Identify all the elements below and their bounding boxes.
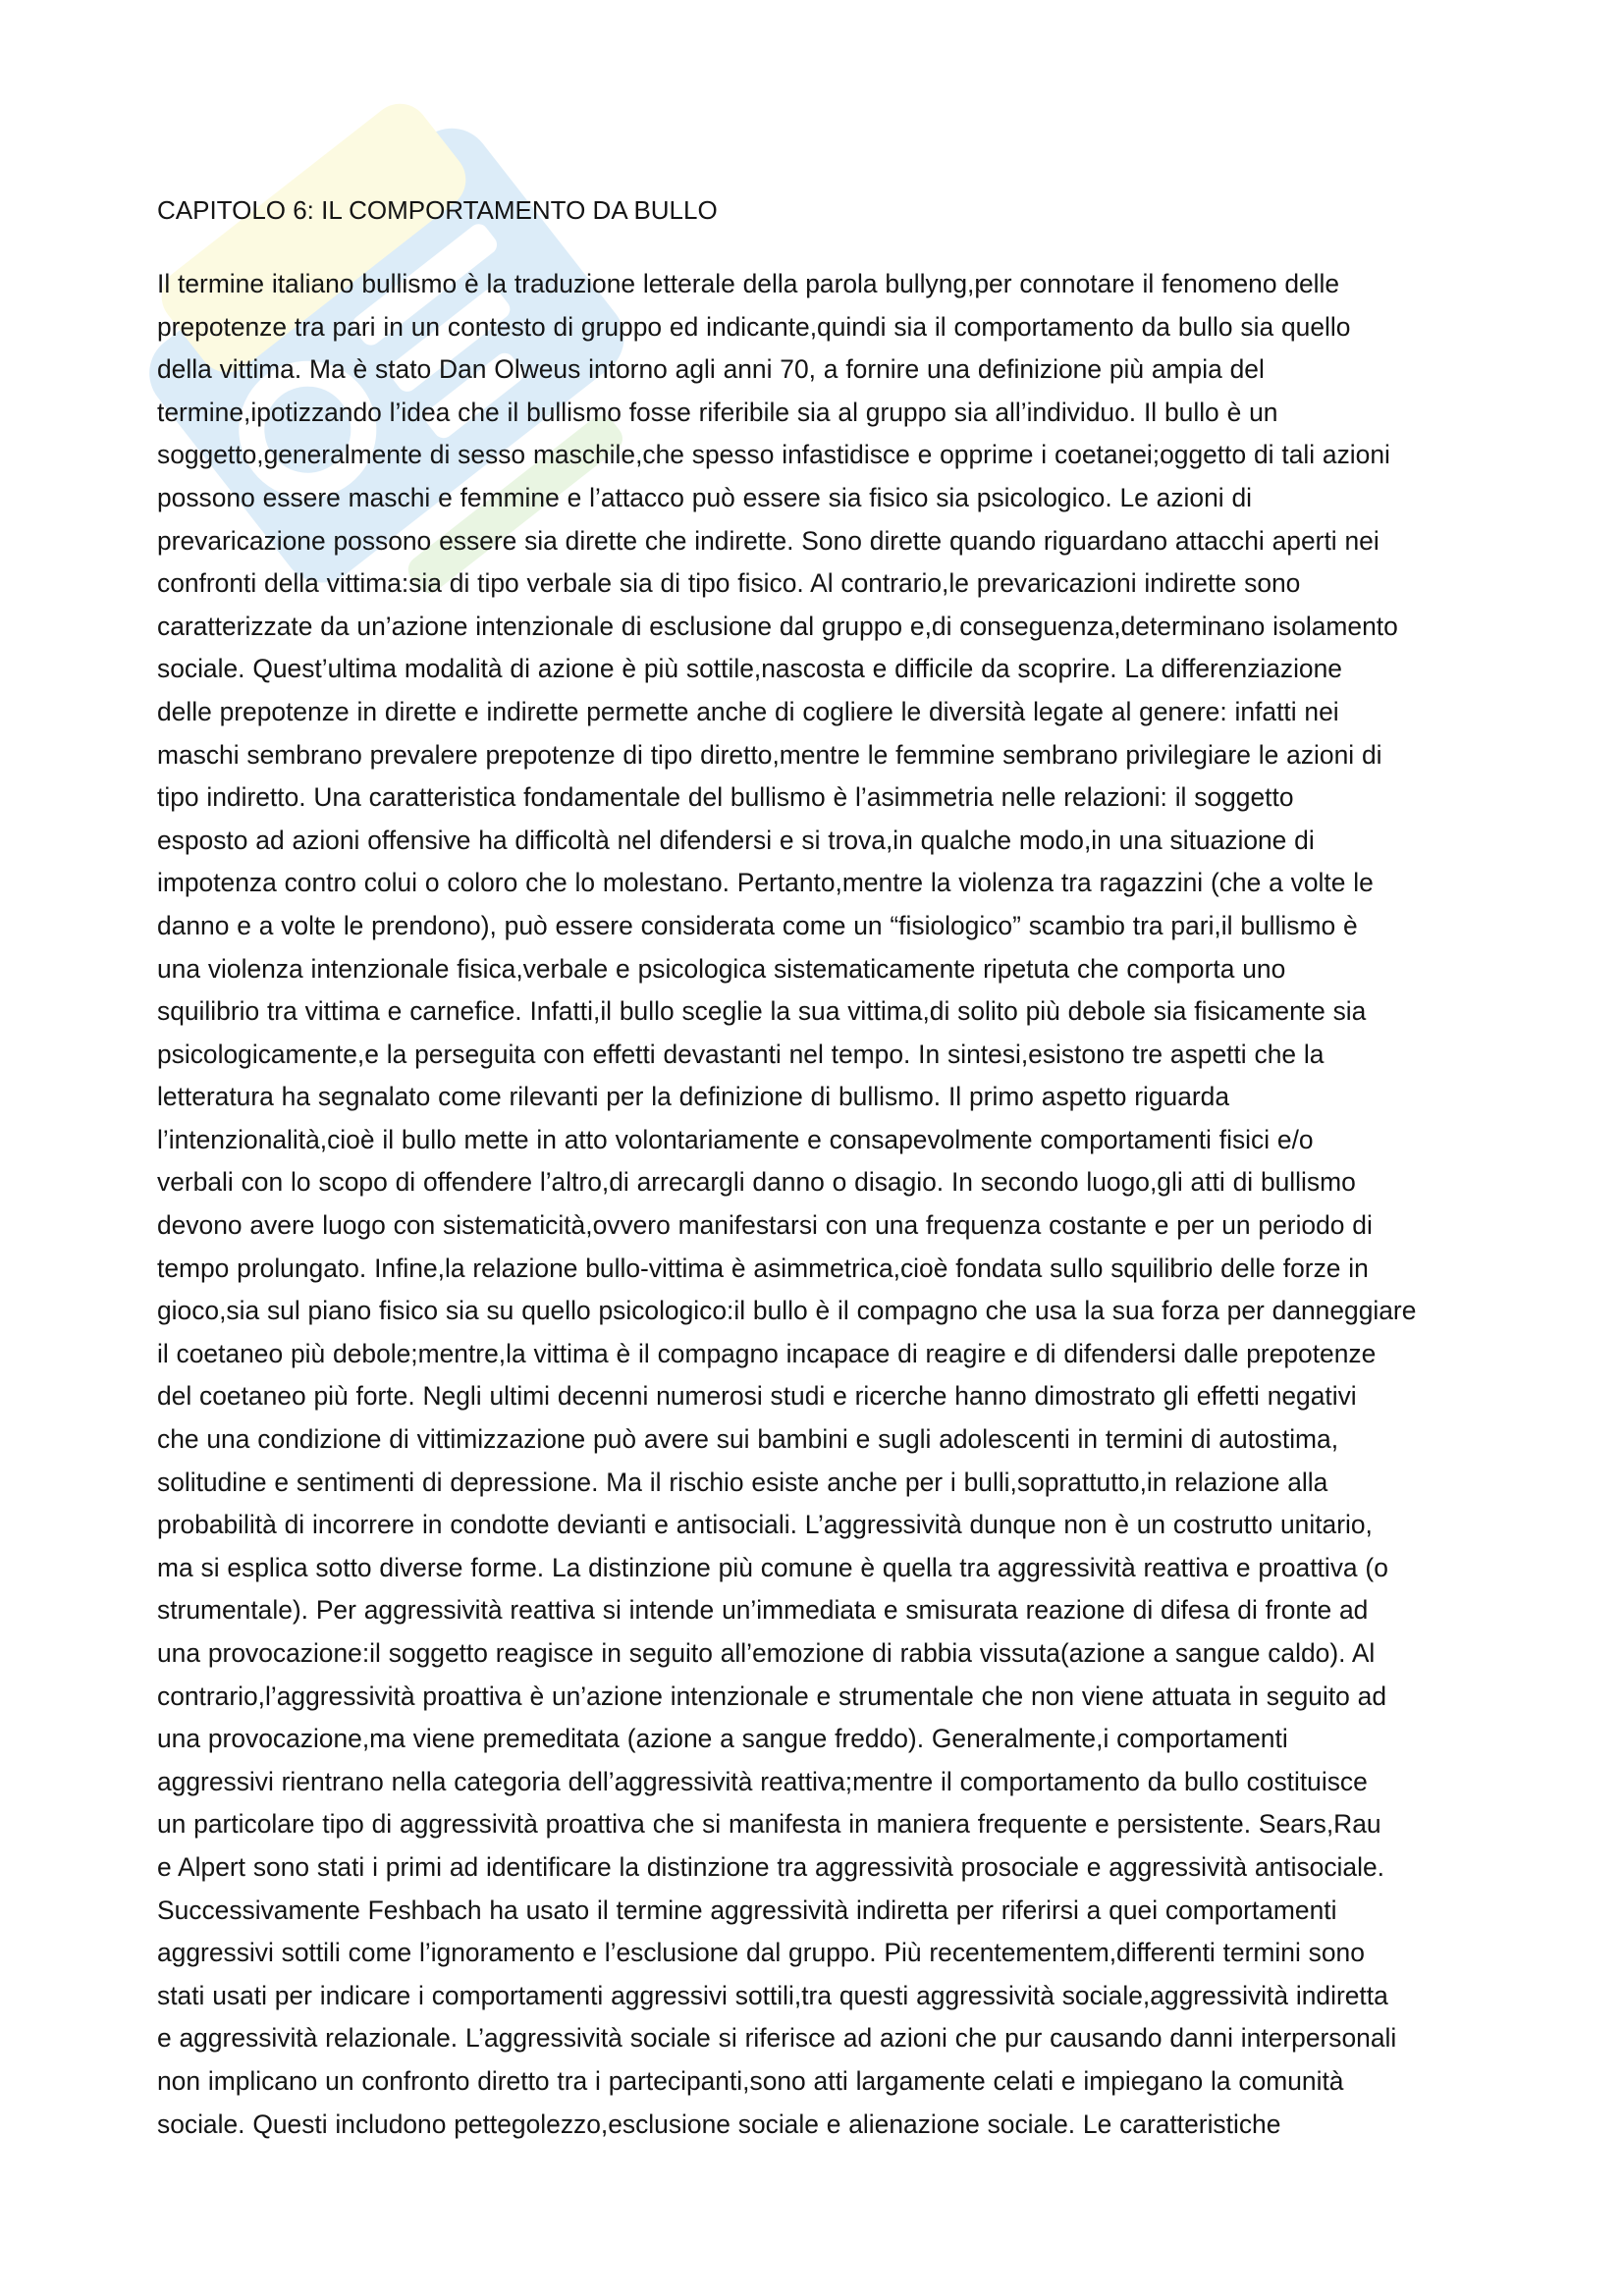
text-line: Successivamente Feshbach ha usato il termine aggressività indiretta per riferirsi a quei comportamenti (157, 1895, 1337, 1925)
text-line: danno e a volte le prendono), può essere considerata come un “fisiologico” scambio tra pari,il bullismo è (157, 910, 1358, 940)
text-line: una violenza intenzionale fisica,verbale e psicologica sistematicamente ripetuta che comporta uno (157, 953, 1286, 984)
text-line: e aggressività relazionale. L’aggressività sociale si riferisce ad azioni che pur causando danni interpersonali (157, 2023, 1397, 2054)
text-line: gioco,sia sul piano fisico sia su quello psicologico:il bullo è il compagno che usa la sua forza per danneggiare (157, 1296, 1417, 1326)
text-line: del coetaneo più forte. Negli ultimi decenni numerosi studi e ricerche hanno dimostrato gli effetti negativi (157, 1381, 1357, 1412)
text-line: e Alpert sono stati i primi ad identificare la distinzione tra aggressività prosociale e aggressività antisociale. (157, 1851, 1384, 1882)
text-line: letteratura ha segnalato come rilevanti per la definizione di bullismo. Il primo aspetto riguarda (157, 1082, 1230, 1112)
text-line: contrario,l’aggressività proattiva è un’azione intenzionale e strumentale che non viene attuata in seguito ad (157, 1681, 1387, 1711)
text-line: soggetto,generalmente di sesso maschile,che spesso infastidisce e opprime i coetanei;oggetto di tali azioni (157, 440, 1390, 470)
text-line: ma si esplica sotto diverse forme. La distinzione più comune è quella tra aggressività reattiva e proattiva (o (157, 1552, 1388, 1582)
text-line: maschi sembrano prevalere prepotenze di tipo diretto,mentre le femmine sembrano privilegiare le azioni di (157, 739, 1382, 770)
text-line: delle prepotenze in dirette e indirette permette anche di cogliere le diversità legate al genere: infatti nei (157, 696, 1339, 726)
text-line: squilibrio tra vittima e carnefice. Infatti,il bullo sceglie la sua vittima,di solito più debole sia fisicamente sia (157, 996, 1367, 1027)
text-line: psicologicamente,e la perseguita con effetti devastanti nel tempo. In sintesi,esistono tre aspetti che la (157, 1039, 1325, 1069)
text-line: della vittima. Ma è stato Dan Olweus intorno agli anni 70, a fornire una definizione più ampia del (157, 354, 1265, 385)
text-line: l’intenzionalità,cioè il bullo mette in atto volontariamente e consapevolmente comportamenti fisici e/o (157, 1124, 1314, 1154)
text-line: stati usati per indicare i comportamenti aggressivi sottili,tra questi aggressività sociale,aggressività indiretta (157, 1980, 1388, 2010)
text-line: verbali con lo scopo di offendere l’altro,di arrecargli danno o disagio. In secondo luogo,gli atti di bullismo (157, 1167, 1356, 1198)
chapter-body (157, 263, 1492, 2146)
text-line: sociale. Quest’ultima modalità di azione è più sottile,nascosta e difficile da scoprire. La differenziazione (157, 654, 1342, 684)
text-line: termine,ipotizzando l’idea che il bullismo fosse riferibile sia al gruppo sia all’individuo. Il bullo è un (157, 397, 1278, 427)
text-line: prevaricazione possono essere sia dirette che indirette. Sono dirette quando riguardano attacchi aperti nei (157, 525, 1380, 556)
text-line: un particolare tipo di aggressività proattiva che si manifesta in maniera frequente e persistente. Sears,Rau (157, 1809, 1381, 1840)
document-page (157, 188, 1492, 2146)
text-line: esposto ad azioni offensive ha difficoltà nel difendersi e si trova,in qualche modo,in una situazione di (157, 825, 1315, 855)
text-line: caratterizzate da un’azione intenzionale di esclusione dal gruppo e,di conseguenza,determinano isolamento (157, 611, 1398, 641)
text-line: solitudine e sentimenti di depressione. Ma il rischio esiste anche per i bulli,soprattutto,in relazione alla (157, 1467, 1328, 1497)
text-line: una provocazione:il soggetto reagisce in seguito all’emozione di rabbia vissuta(azione a sangue caldo). Al (157, 1638, 1376, 1668)
text-line: non implicano un confronto diretto tra i partecipanti,sono atti largamente celati e impiegano la comunità (157, 2065, 1344, 2096)
text-line: una provocazione,ma viene premeditata (azione a sangue freddo). Generalmente,i comportamenti (157, 1724, 1288, 1754)
text-line: Il termine italiano bullismo è la traduzione letterale della parola bullyng,per connotare il fenomeno delle (157, 269, 1340, 298)
text-line: possono essere maschi e femmine e l’attacco può essere sia fisico sia psicologico. Le azioni di (157, 482, 1253, 512)
text-line: devono avere luogo con sistematicità,ovvero manifestarsi con una frequenza costante e per un periodo di (157, 1210, 1373, 1241)
text-line: aggressivi rientrano nella categoria dell’aggressività reattiva;mentre il comportamento da bullo costituisce (157, 1766, 1368, 1796)
text-line: il coetaneo più debole;mentre,la vittima è il compagno incapace di reagire e di difendersi dalle prepotenze (157, 1338, 1377, 1368)
text-line: aggressivi sottili come l’ignoramento e l’esclusione dal gruppo. Più recentementem,differenti termini sono (157, 1938, 1365, 1968)
text-line: prepotenze tra pari in un contesto di gruppo ed indicante,quindi sia il comportamento da bullo sia quello (157, 311, 1351, 342)
text-line: tempo prolungato. Infine,la relazione bullo-vittima è asimmetrica,cioè fondata sullo squilibrio delle forze in (157, 1253, 1369, 1283)
text-line: che una condizione di vittimizzazione può avere sui bambini e sugli adolescenti in termini di autostima, (157, 1424, 1339, 1455)
chapter-title: CAPITOLO 6: IL COMPORTAMENTO DA BULLO (157, 195, 718, 225)
text-line: impotenza contro colui o coloro che lo molestano. Pertanto,mentre la violenza tra ragazzini (che a volte le (157, 868, 1374, 898)
text-line: strumentale). Per aggressività reattiva si intende un’immediata e smisurata reazione di difesa di fronte ad (157, 1595, 1369, 1626)
text-line: probabilità di incorrere in condotte devianti e antisociali. L’aggressività dunque non è un costrutto unitario, (157, 1510, 1373, 1540)
text-line: confronti della vittima:sia di tipo verbale sia di tipo fisico. Al contrario,le prevaricazioni indirette sono (157, 568, 1301, 599)
text-line: sociale. Questi includono pettegolezzo,esclusione sociale e alienazione sociale. Le caratteristiche (157, 2109, 1281, 2139)
text-line: tipo indiretto. Una caratteristica fondamentale del bullismo è l’asimmetria nelle relazioni: il soggetto (157, 782, 1294, 813)
